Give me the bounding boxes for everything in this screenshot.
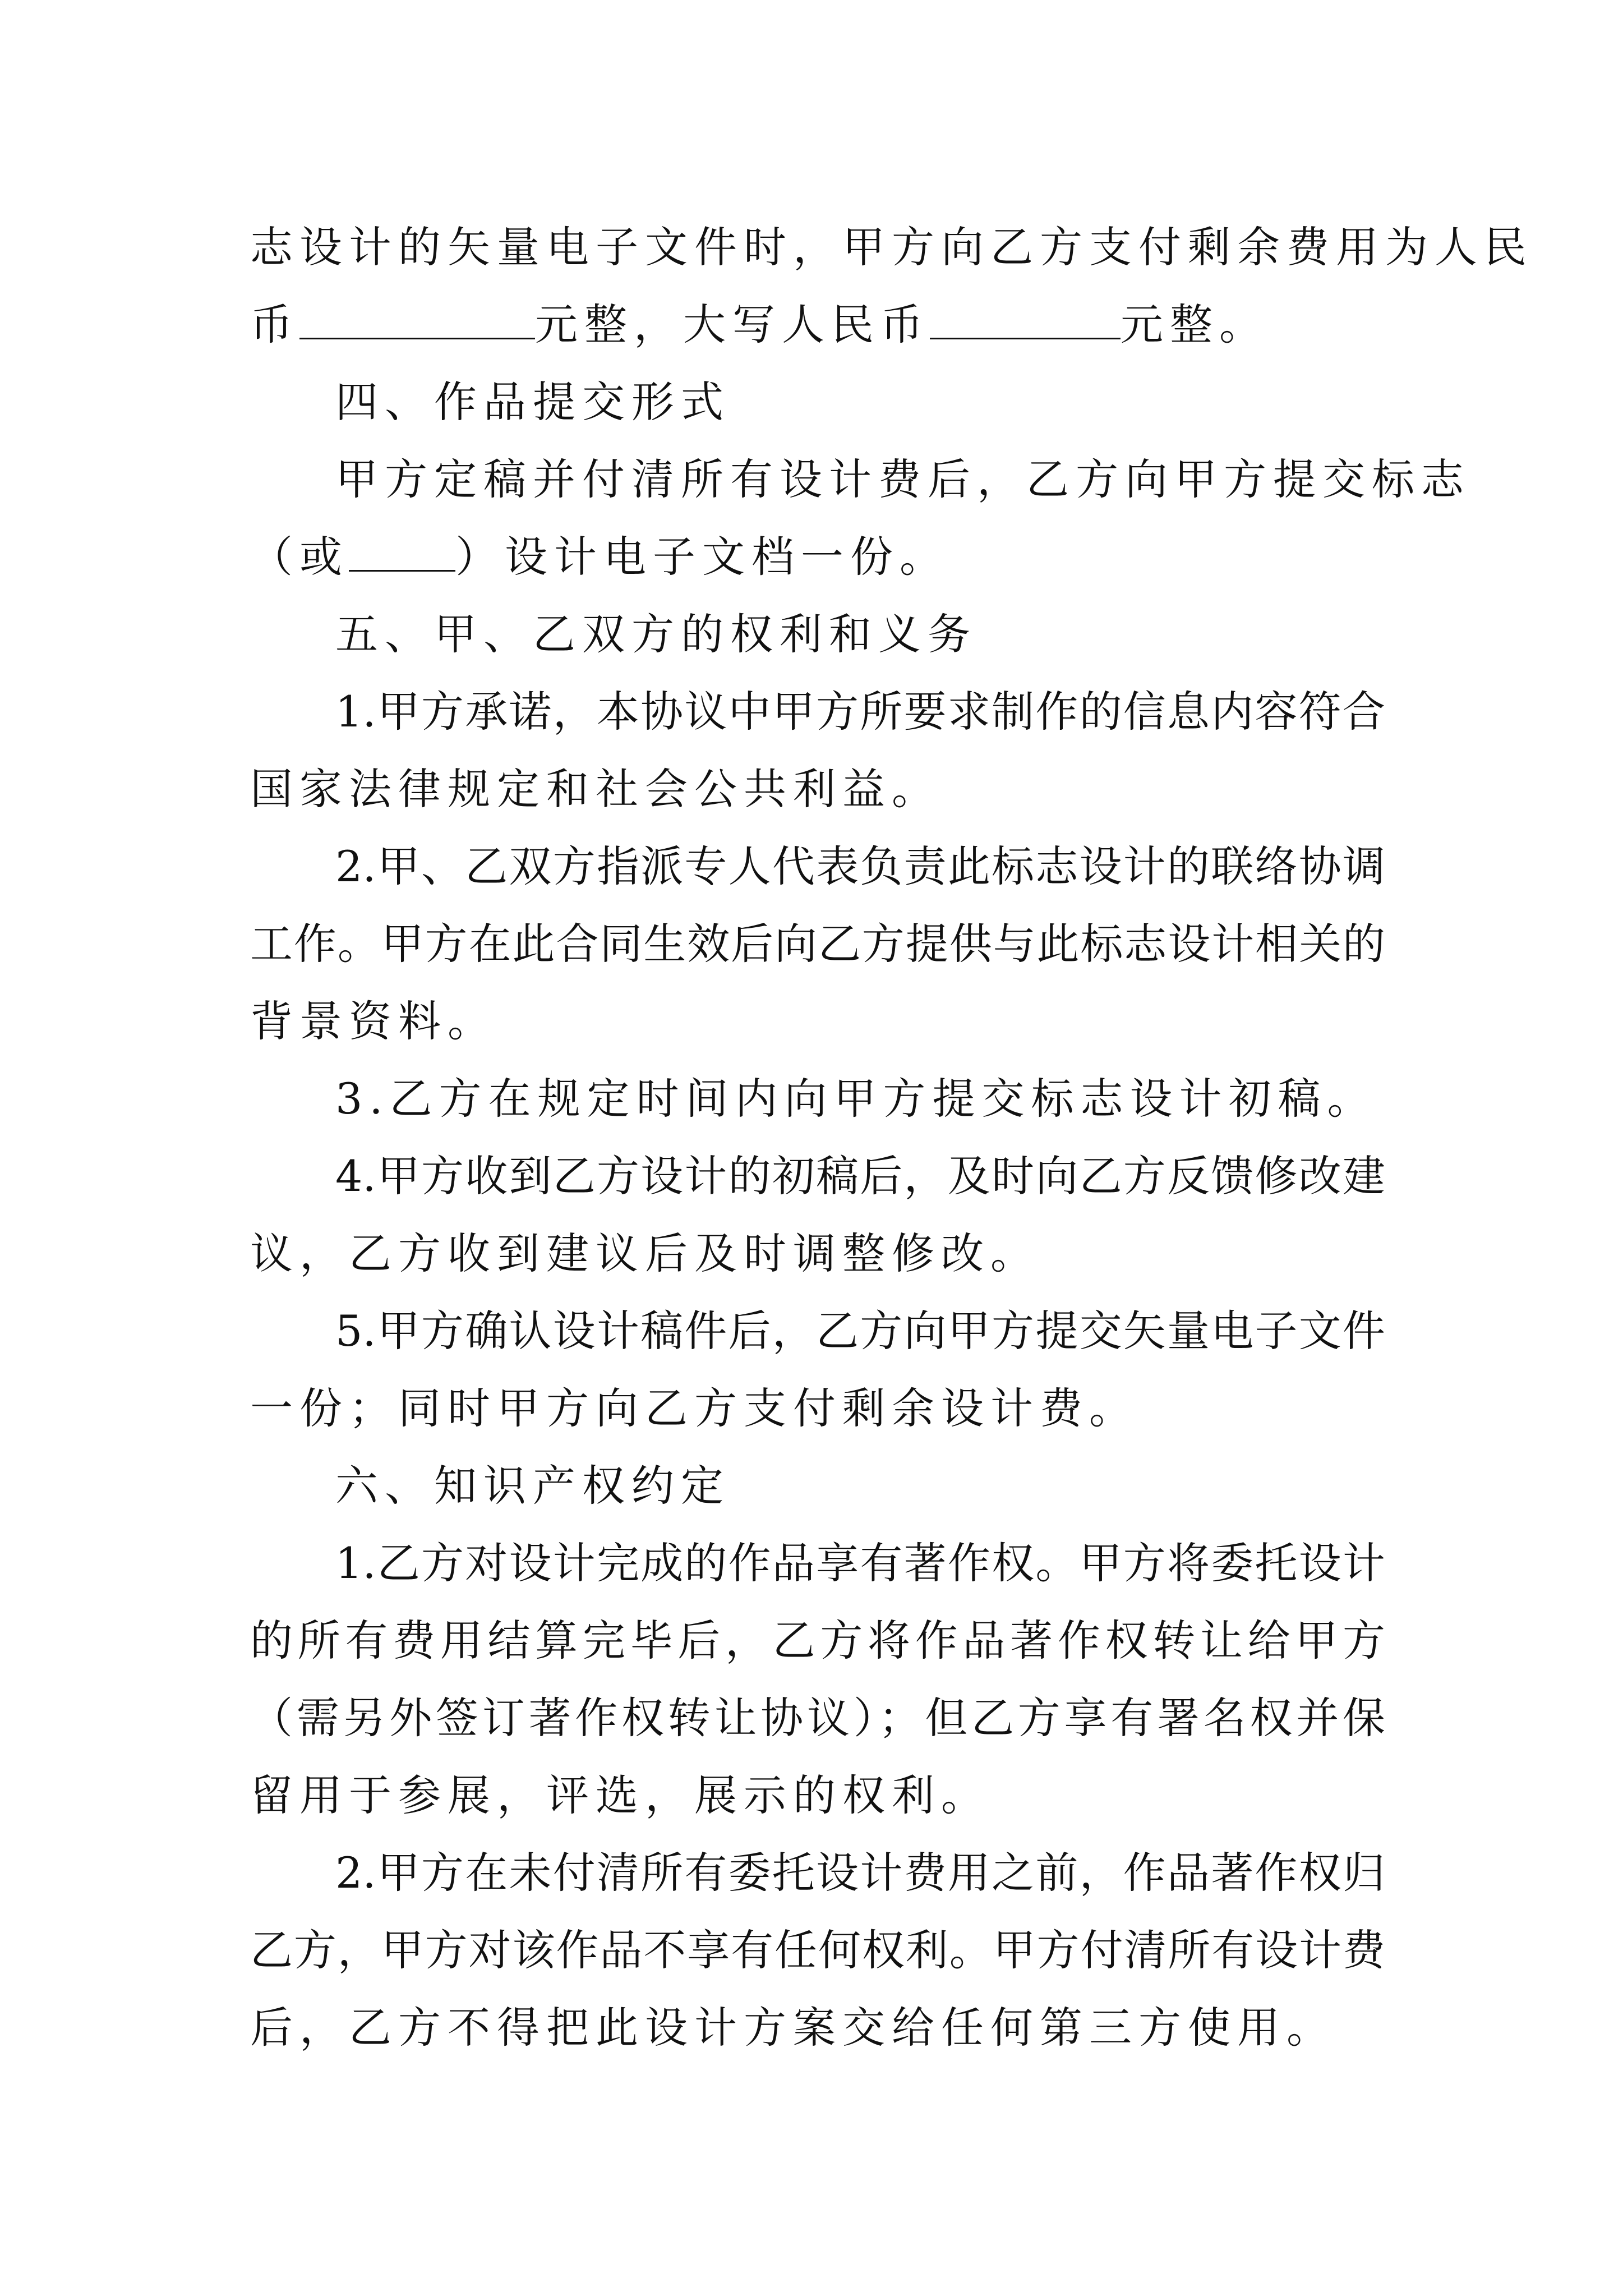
paragraph-line: 5.甲方确认设计稿件后，乙方向甲方提交矢量电子文件 xyxy=(335,1306,1385,1356)
paragraph-line xyxy=(250,441,1470,518)
paragraph-line: 3.乙方在规定时间内向甲方提交标志设计初稿。 xyxy=(335,1074,1377,1124)
paragraph-line: 议，乙方收到建议后及时调整修改。 xyxy=(250,1228,1040,1278)
heading-text: 四、作品提交形式 xyxy=(335,377,730,427)
heading-text: 五、甲、乙双方的权利和义务 xyxy=(335,609,977,659)
text-span: 元整，大写人民币 xyxy=(535,300,930,349)
paragraph-line: 工作。甲方在此合同生效后向乙方提供与此标志设计相关的 xyxy=(250,919,1385,969)
paragraph-line: 国家法律规定和社会公共利益。 xyxy=(250,764,941,814)
document-page xyxy=(250,209,1533,2067)
paragraph-line xyxy=(250,518,1385,596)
text-span: ）设计电子文档一份。 xyxy=(455,532,949,582)
paragraph-line: （需另外签订著作权转让协议）；但乙方享有署名权并保 xyxy=(250,1693,1385,1743)
paragraph-line: 2.甲、乙双方指派专人代表负责此标志设计的联络协调 xyxy=(335,841,1385,891)
text-span: （或 xyxy=(250,532,349,582)
text-span: 甲方定稿并付清所有设计费后，乙方向甲方提交标志 xyxy=(335,454,1470,504)
text-span: 币 xyxy=(250,300,299,349)
paragraph-line: 的所有费用结算完毕后，乙方将作品著作权转让给甲方 xyxy=(250,1616,1385,1665)
heading-text: 六、知识产权约定 xyxy=(335,1461,730,1511)
section-heading xyxy=(250,364,1385,441)
section-heading xyxy=(250,596,1385,673)
section-heading xyxy=(250,1447,1385,1525)
paragraph-line: 后，乙方不得把此设计方案交给任何第三方使用。 xyxy=(250,2003,1336,2053)
blank-field-other xyxy=(349,531,455,572)
text-span: 志设计的矢量电子文件时，甲方向乙方支付剩余费用为人民 xyxy=(250,222,1533,272)
paragraph-line: 1.甲方承诺，本协议中甲方所要求制作的信息内容符合 xyxy=(335,687,1385,737)
paragraph-line: 乙方，甲方对该作品不享有任何权利。甲方付清所有设计费 xyxy=(250,1925,1385,1975)
paragraph-line xyxy=(250,286,1385,364)
paragraph-line xyxy=(250,209,1533,286)
blank-field-amount xyxy=(299,298,535,339)
paragraph-line: 4.甲方收到乙方设计的初稿后，及时向乙方反馈修改建 xyxy=(335,1151,1385,1201)
blank-field-amount-uppercase xyxy=(930,298,1121,339)
paragraph-line: 背景资料。 xyxy=(250,996,497,1046)
paragraph-line: 一份；同时甲方向乙方支付剩余设计费。 xyxy=(250,1383,1138,1433)
paragraph-line: 2.甲方在未付清所有委托设计费用之前，作品著作权归 xyxy=(335,1848,1385,1898)
text-span: 元整。 xyxy=(1121,300,1269,349)
paragraph-line: 留用于参展，评选，展示的权利。 xyxy=(250,1770,990,1820)
paragraph-line: 1.乙方对设计完成的作品享有著作权。甲方将委托设计 xyxy=(335,1538,1385,1588)
